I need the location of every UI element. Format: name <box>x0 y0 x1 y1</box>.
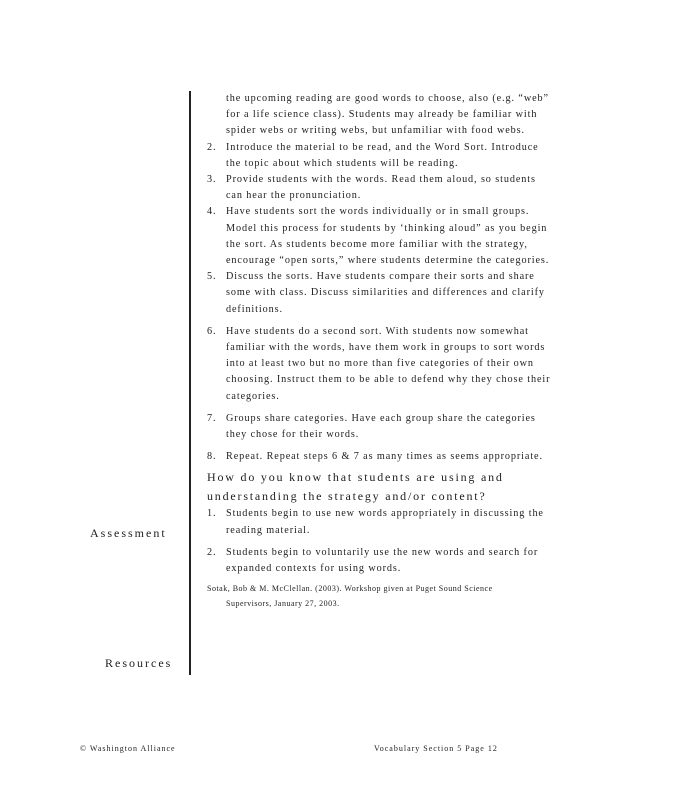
step-number: 2. <box>207 141 217 153</box>
step-text: Repeat. Repeat steps 6 & 7 as many times as seems appropriate. <box>226 451 543 463</box>
step-text: Provide students with the words. Read them aloud, so students can hear the pronunciation. <box>226 174 536 202</box>
step-number: 7. <box>207 412 217 424</box>
step-8 <box>207 449 552 465</box>
step-text: Have students sort the words individually or in small groups. Model this process for students by ‘thinking aloud” as you begin the sort. As students become more familiar with the strategy, encourage “open sorts,” where students determine the categories. <box>226 206 550 267</box>
item-number: 1. <box>207 508 217 520</box>
vertical-divider <box>189 91 191 675</box>
resource-citation <box>207 581 552 611</box>
citation-line-1: Sotak, Bob & M. McClellan. (2003). Workshop given at Puget Sound Science <box>207 584 493 594</box>
step-number: 6. <box>207 325 217 337</box>
step-text: Discuss the sorts. Have students compare their sorts and share some with class. Discuss similarities and differences and clarify definitions. <box>226 271 545 315</box>
step-7 <box>207 411 552 443</box>
footer-page-number: Vocabulary Section 5 Page 12 <box>374 744 498 753</box>
step-3 <box>207 172 552 204</box>
item-number: 2. <box>207 546 217 558</box>
footer-copyright: © Washington Alliance <box>80 744 176 753</box>
step-number: 3. <box>207 174 217 186</box>
citation-line-2: Supervisors, January 27, 2003. <box>226 599 340 609</box>
step-text: Introduce the material to be read, and the Word Sort. Introduce the topic about which students will be reading. <box>226 141 539 169</box>
step-2 <box>207 140 552 172</box>
step-number: 4. <box>207 206 217 218</box>
step-text: Groups share categories. Have each group share the categories they chose for their words. <box>226 412 536 441</box>
step-4 <box>207 204 552 269</box>
step-5 <box>207 269 552 318</box>
step-1-continuation: the upcoming reading are good words to choose, also (e.g. “web” for a life science class). Students may already be familiar with spider webs or writing webs, but unfamiliar with food webs. <box>226 93 549 137</box>
resources-label: Resources <box>105 656 173 670</box>
step-number: 5. <box>207 271 217 283</box>
assessment-item-1 <box>207 506 552 538</box>
step-text: Have students do a second sort. With students now somewhat familiar with the words, have them work in groups to sort words into at least two but no more than five categories of their own choosing. Instruct them to be able to defend why they chose their categories. <box>226 325 551 402</box>
assessment-heading: How do you know that students are using and understanding the strategy and/or content? <box>207 470 504 504</box>
assessment-label: Assessment <box>90 526 167 540</box>
assessment-item-2 <box>207 545 552 577</box>
step-number: 8. <box>207 451 217 463</box>
step-6 <box>207 324 552 405</box>
item-text: Students begin to use new words appropriately in discussing the reading material. <box>226 508 544 536</box>
main-content <box>207 91 552 611</box>
item-text: Students begin to voluntarily use the new words and search for expanded contexts for using words. <box>226 546 539 575</box>
